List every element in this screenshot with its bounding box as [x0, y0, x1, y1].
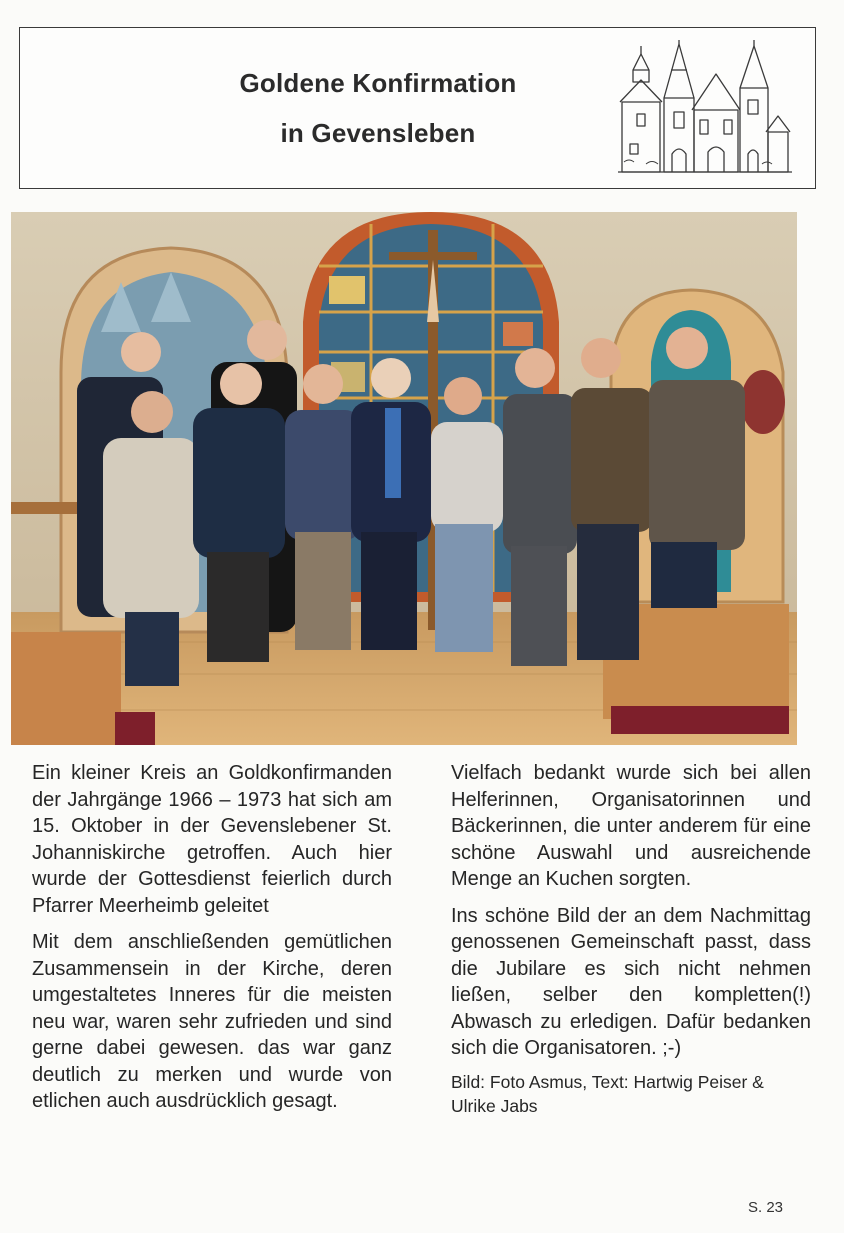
article-column-right: [451, 760, 811, 1118]
paragraph-intro: Ein kleiner Kreis an Goldkonfirmanden der Jahrgänge 1966 – 1973 hat sich am 15. Oktober in der Gevenslebener St. Johanniskirche getroffen. Auch hier wurde der Gottesdienst feierlich durch Pfarrer Meerheimb geleitet: [32, 762, 392, 917]
title-line-1: Goldene Konfirmation: [239, 68, 517, 98]
photo-text-credit: Bild: Foto Asmus, Text: Hartwig Peiser & Ulrike Jabs: [451, 1071, 764, 1116]
group-photo-illustration: [11, 212, 797, 745]
paragraph-dishes: Ins schöne Bild der an dem Nachmittag genossenen Gemeinschaft passt, dass die Jubilare es sich nicht nehmen ließen, selber den kompletten(!) Abwasch zu erledigen. Dafür bedanken sich die Organisatoren. ;-): [451, 904, 811, 1059]
paragraph-thanks: Vielfach bedankt wurde sich bei allen Helferinnen, Organisatorinnen und Bäckerinnen, die unter anderem für eine schöne Auswahl und ausreichende Menge an Kuchen sorgten.: [451, 762, 811, 890]
group-photo: [11, 212, 797, 745]
page-number: S. 23: [748, 1199, 784, 1216]
paragraph-gathering: Mit dem anschließenden gemütlichen Zusammensein in der Kirche, deren umgestaltetes Inneres für die meisten neu war, waren sehr zufrieden und sind gerne dabei gewesen. das war ganz deutlich zu merken und wurde von etlichen auch ausdrücklich gesagt.: [32, 931, 392, 1112]
church-sketch-icon: [616, 40, 792, 176]
article-column-left: [32, 760, 392, 1115]
title-line-2: in Gevensleben: [280, 118, 476, 148]
header-box: [19, 27, 816, 189]
